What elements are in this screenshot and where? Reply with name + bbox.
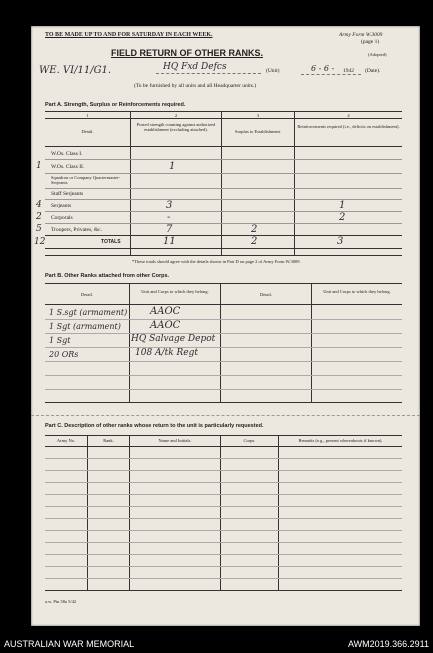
row-reinf: 2 — [339, 212, 346, 223]
part-b-header-unit: Unit and Corps to which they belong. — [141, 289, 209, 294]
row-posted: - — [167, 212, 171, 223]
row-detail: Staff Serjeants — [51, 191, 84, 197]
form-number: Army Form W.3009 — [339, 32, 383, 38]
part-c-header-corps: Corps. — [243, 438, 256, 443]
we-note: WE. VI/11/G1. — [39, 65, 112, 76]
unit-label: (Unit) — [266, 68, 280, 74]
totals-posted: 11 — [163, 236, 176, 247]
footer-left: AUSTRALIAN WAR MEMORIAL — [4, 639, 135, 649]
col-header-detail: Detail. — [81, 129, 94, 134]
form-title: FIELD RETURN OF OTHER RANKS. — [111, 48, 263, 58]
top-instruction: TO BE MADE UP TO AND FOR SATURDAY IN EACH WEEK. — [45, 32, 213, 38]
page-label: (page 1) — [361, 39, 380, 45]
part-c-header-rank: Rank. — [103, 438, 114, 443]
col-num-4: 4 — [347, 113, 350, 118]
year-label: 1942 — [343, 68, 354, 74]
part-b-unit: 108 A/tk Regt — [135, 348, 198, 358]
row-margin: 4 — [36, 200, 42, 210]
row-margin: 2 — [36, 212, 42, 222]
archive-footer — [0, 636, 433, 653]
col-num-1: 1 — [86, 113, 89, 118]
row-reinf: 1 — [339, 200, 346, 211]
row-detail: W.Os. Class I. — [51, 151, 83, 157]
part-b-unit: AAOC — [150, 306, 181, 317]
row-posted: 1 — [169, 161, 176, 172]
part-b-heading: Part B. Other Ranks attached from other Corps. — [45, 273, 170, 279]
part-c-header-armyno: Army No. — [56, 438, 76, 443]
totals-reinf: 3 — [337, 236, 344, 247]
row-posted: 3 — [166, 200, 173, 211]
row-detail: Corporals — [51, 215, 73, 221]
row-surplus: 2 — [251, 224, 258, 235]
row-detail: Serjeants — [51, 203, 72, 209]
part-c-header-name: Name and Initials. — [158, 438, 192, 443]
part-b-detail: 20 ORs — [49, 350, 79, 359]
date-value: 6 - 6 - — [311, 64, 335, 73]
footer-right: AWM2019.366.2911 — [347, 639, 429, 649]
part-b-unit: HQ Salvage Depot — [131, 334, 216, 344]
row-detail: Squadron or Company Quartermaster-Serjeants — [51, 175, 121, 185]
totals-label: TOTALS — [101, 239, 121, 245]
unit-value: HQ Fxd Defcs — [163, 62, 227, 72]
part-b-unit: AAOC — [150, 320, 181, 331]
adopted-label: (Adopted) — [368, 52, 387, 57]
part-b-detail: 1 Sgt (armament) — [49, 322, 121, 331]
totals-surplus: 2 — [251, 236, 258, 247]
date-label: (Date). — [365, 68, 381, 74]
col-header-posted: Posted strength counting against authorized establishment (excluding attached). — [136, 122, 216, 132]
col-header-reinf: Reinforcements required (i.e., deficits on establishment). — [297, 124, 400, 129]
col-header-surplus: Surplus to Establishment. — [234, 129, 282, 134]
print-ref: a.w. Ptn 58a 5/42 — [45, 599, 77, 604]
col-num-2: 2 — [174, 113, 178, 118]
part-b-header-detail: Detail. — [80, 292, 94, 297]
part-a-footnote: *These totals should agree with the details shown in Part D on page 2 of Army Form W.3009. — [132, 259, 301, 264]
row-posted: 7 — [166, 224, 173, 235]
totals-margin: 12 — [34, 237, 46, 247]
part-b-detail: 1 Sgt — [49, 336, 71, 345]
part-b-header-detail-2: Detail. — [259, 292, 273, 297]
part-b-header-unit-2: Unit and Corps to which they belong. — [323, 289, 391, 294]
part-c-header-remarks: Remarks (e.g., present whereabouts if known). — [298, 438, 383, 443]
part-b-detail: 1 S.sgt (armament) — [49, 308, 128, 317]
row-margin: 1 — [36, 161, 42, 171]
row-detail: W.Os. Class II. — [51, 164, 85, 170]
row-detail: Troopers, Privates, &c. — [51, 227, 102, 233]
row-margin: 5 — [36, 224, 42, 234]
part-a-heading: Part A. Strength, Surplus or Reinforcements required. — [45, 102, 186, 108]
form-sheet — [31, 26, 420, 626]
col-num-3: 3 — [256, 113, 260, 118]
part-c-heading: Part C. Description of other ranks whose return to the unit is particularly requested. — [45, 423, 264, 429]
furnish-note: (To be furnished by all units and all Headquarter units.) — [134, 83, 257, 89]
